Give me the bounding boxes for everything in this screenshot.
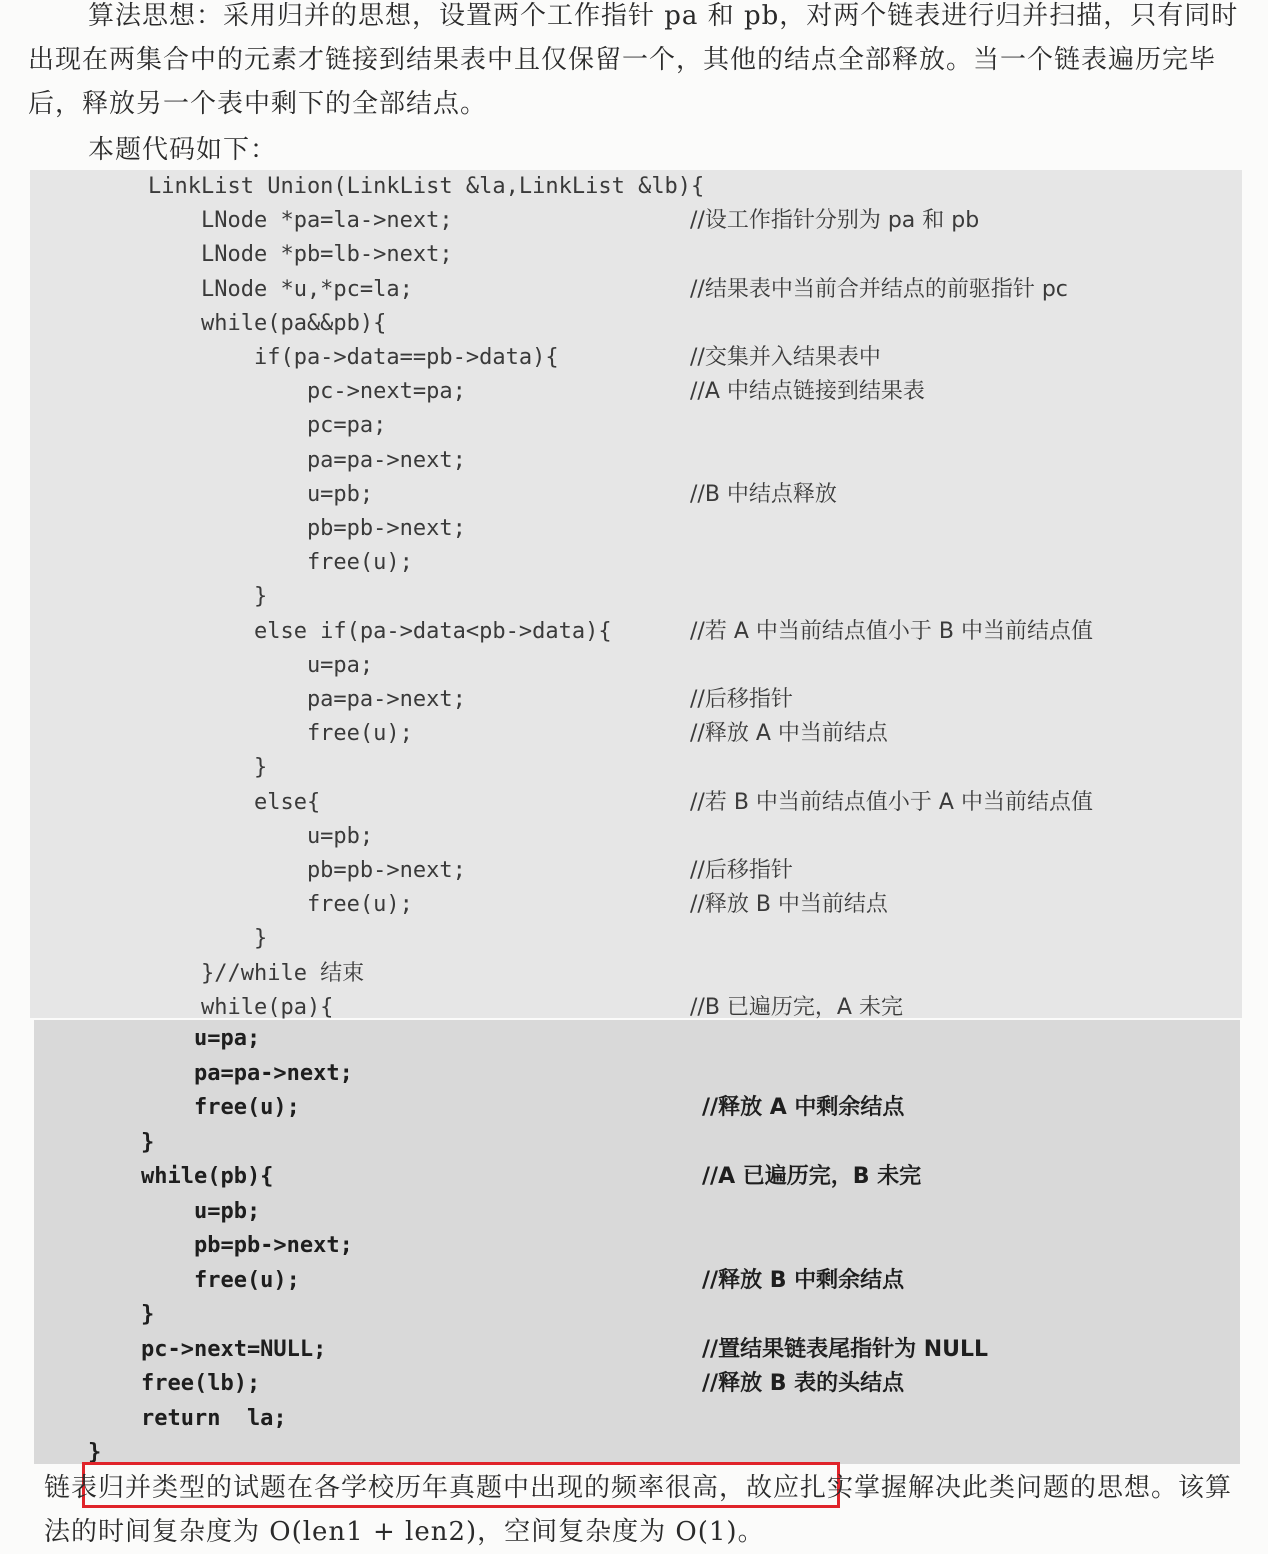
code-intro-text: 本题代码如下： [88, 135, 278, 165]
code-comment: //释放 B 中剩余结点 [702, 1267, 905, 1293]
code-line: pa=pa->next; [88, 1060, 353, 1086]
code-line: pc=pa; [148, 413, 387, 439]
code-line: u=pa; [88, 1026, 261, 1051]
code-line: pc->next=NULL; [88, 1336, 327, 1362]
code-line: pb=pb->next; [88, 1233, 353, 1258]
code-line: u=pa; [148, 652, 374, 678]
code-line: }//while 结束 [148, 960, 365, 986]
code-line: while(pa){ [148, 994, 334, 1020]
code-line: LNode *pa=la->next; [148, 208, 453, 234]
code-line: } [88, 1129, 155, 1155]
code-comment: //B 中结点释放 [690, 481, 837, 507]
code-line: u=pb; [88, 1198, 261, 1224]
code-comment: //释放 A 中当前结点 [690, 721, 888, 747]
note-highlighted-text: 链表归并类型的试题在各学校历年真题中出现的频率很高， [44, 1473, 747, 1503]
code-comment: //若 B 中当前结点值小于 A 中当前结点值 [690, 789, 1093, 815]
code-comment: //后移指针 [690, 858, 793, 883]
code-line: pa=pa->next; [148, 447, 466, 473]
code-line: LinkList Union(LinkList &la,LinkList &lb){ [148, 174, 705, 199]
code-comment: //释放 B 中当前结点 [690, 892, 888, 918]
code-comment: //释放 A 中剩余结点 [702, 1095, 905, 1120]
note-paragraph [44, 1466, 1244, 1554]
code-line: free(u); [148, 892, 413, 918]
code-comment: //结果表中当前合并结点的前驱指针 pc [690, 276, 1068, 302]
code-line: } [148, 584, 268, 610]
code-line: u=pb; [148, 481, 374, 507]
code-line: return la; [88, 1405, 287, 1431]
code-comment: //设工作指针分别为 pa 和 pb [690, 208, 980, 234]
code-line: pb=pb->next; [148, 858, 466, 883]
code-line: LNode *pb=lb->next; [148, 242, 453, 268]
note-rest-text: 故应扎实掌握解决此类问题的思想。该算法的时间复杂度为 O(len1 + len2)，空间复杂度为 O(1)。 [44, 1473, 1233, 1547]
code-line: free(lb); [88, 1371, 261, 1396]
code-line: } [88, 1302, 155, 1327]
code-line: else{ [148, 789, 321, 815]
code-line: } [88, 1440, 102, 1465]
code-line: else if(pa->data<pb->data){ [148, 618, 612, 644]
code-line: while(pa&&pb){ [148, 310, 387, 336]
code-line: pa=pa->next; [148, 687, 466, 712]
code-line: u=pb; [148, 823, 374, 849]
algorithm-paragraph: 算法思想：采用归并的思想，设置两个工作指针 pa 和 pb，对两个链表进行归并扫描，只有同时出现在两集合中的元素才链接到结果表中且仅保留一个，其他的结点全部释放。当一个链表遍历完毕后，释放另一个表中剩下的全部结点。 [28, 1, 1239, 119]
code-comment: //若 A 中当前结点值小于 B 中当前结点值 [690, 618, 1093, 644]
code-line: LNode *u,*pc=la; [148, 276, 413, 302]
code-comment: //A 中结点链接到结果表 [690, 379, 925, 405]
code-line: pc->next=pa; [148, 379, 466, 405]
code-comment: //释放 B 表的头结点 [702, 1371, 905, 1396]
code-comment: //后移指针 [690, 687, 793, 712]
code-line: } [148, 755, 268, 781]
code-line: pb=pb->next; [148, 516, 466, 541]
code-block-lower [34, 1020, 1240, 1464]
code-comment: //交集并入结果表中 [690, 345, 881, 370]
code-comment: //置结果链表尾指针为 NULL [702, 1336, 989, 1362]
code-comment: //B 已遍历完，A 未完 [690, 994, 903, 1020]
code-line: if(pa->data==pb->data){ [148, 345, 559, 370]
code-line: free(u); [148, 721, 413, 747]
code-line: } [148, 926, 268, 952]
code-comment: //A 已遍历完，B 未完 [702, 1164, 922, 1189]
code-line: while(pb){ [88, 1164, 274, 1189]
code-block-upper [30, 170, 1242, 1018]
code-line: free(u); [88, 1267, 300, 1293]
code-line: free(u); [88, 1095, 300, 1120]
code-line: free(u); [148, 550, 413, 576]
